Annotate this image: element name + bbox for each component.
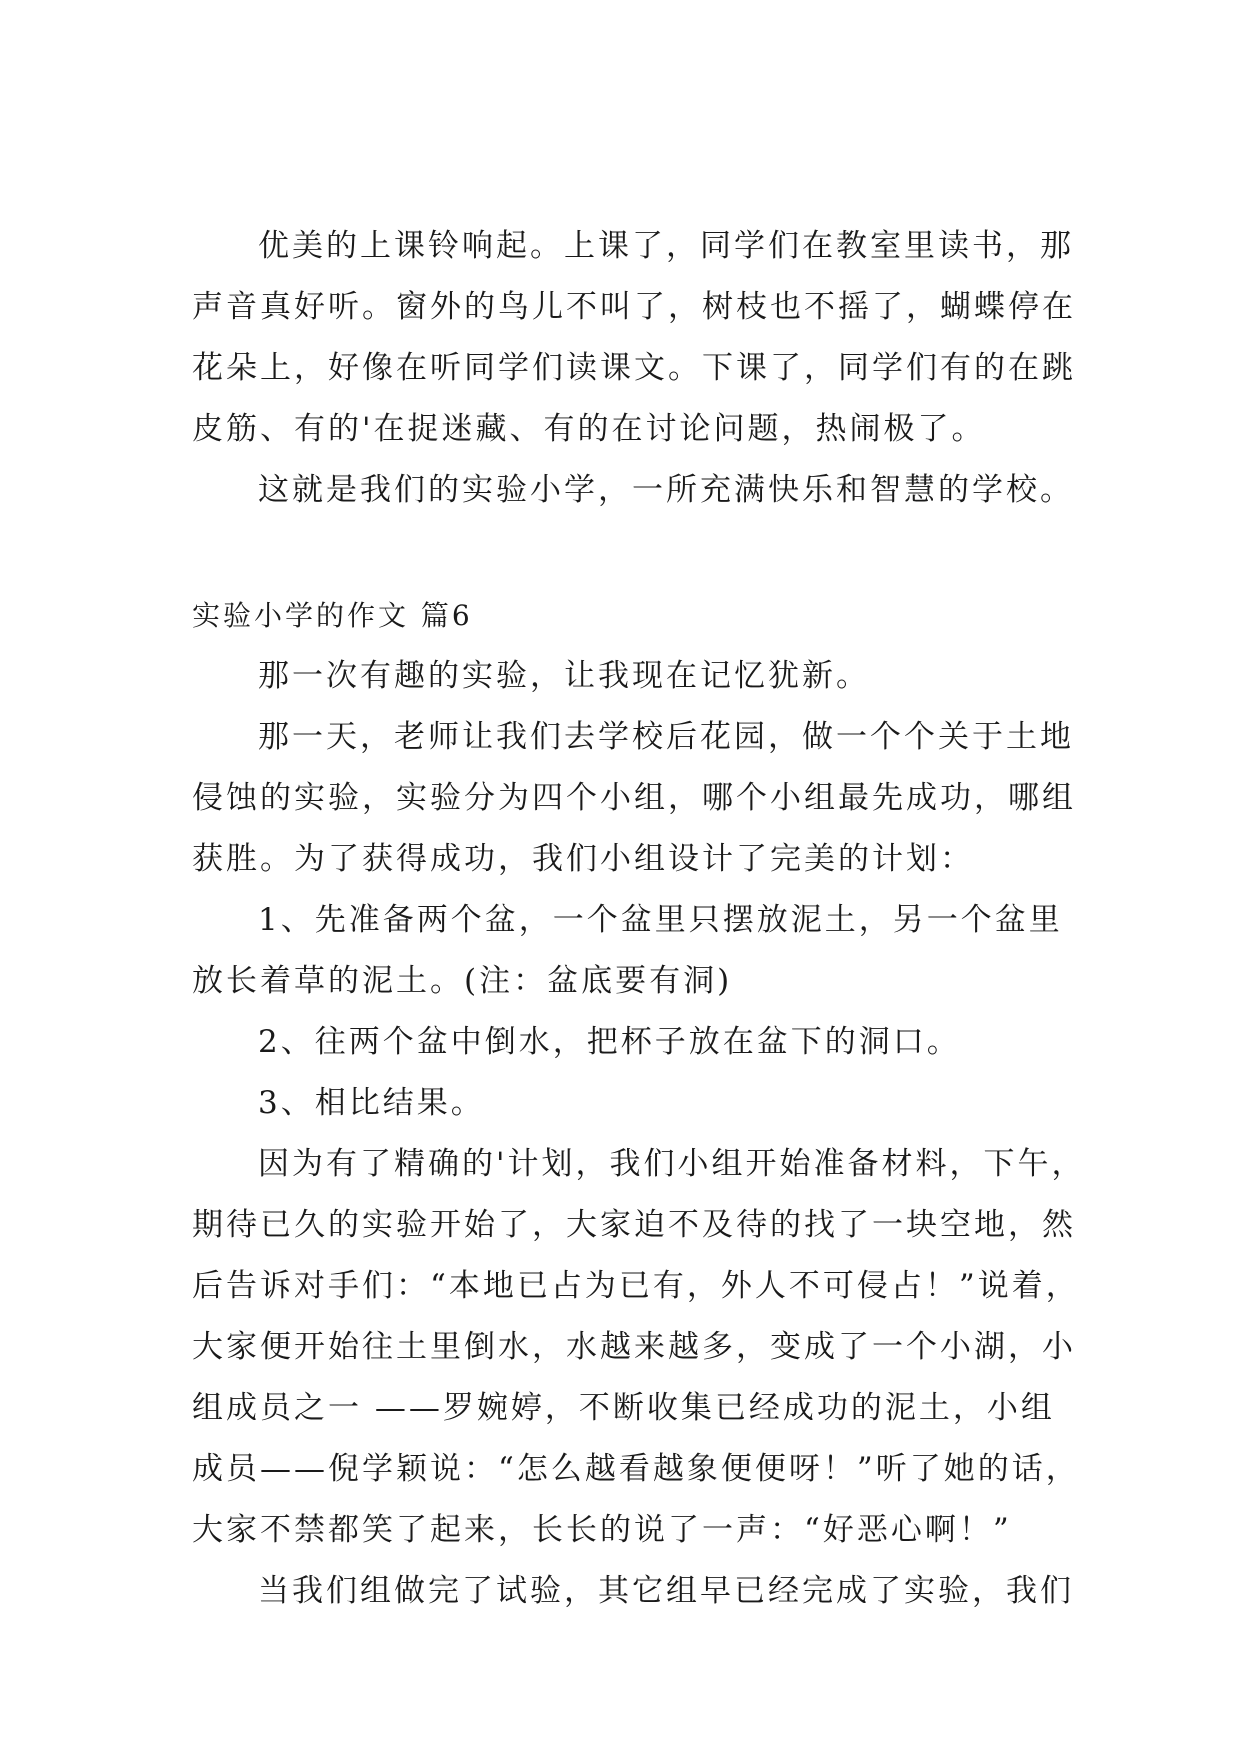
text-line: 组成员之一 ——罗婉婷，不断收集已经成功的泥土，小组 <box>192 1390 1055 1426</box>
text-line: 1、先准备两个盆，一个盆里只摆放泥土，另一个盆里 <box>258 902 1063 938</box>
text-line: 大家便开始往土里倒水，水越来越多，变成了一个小湖，小 <box>192 1329 1076 1365</box>
text-line: 放长着草的泥土。(注：盆底要有洞) <box>192 963 733 999</box>
document-page <box>192 216 1086 1622</box>
article-paragraph <box>192 707 1076 890</box>
text-line: 皮筋、有的'在捉迷藏、有的在讨论问题，热闹极了。 <box>192 411 986 447</box>
text-line: 那一次有趣的实验，让我现在记忆犹新。 <box>258 658 870 694</box>
text-line: 优美的上课铃响起。上课了，同学们在教室里读书，那 <box>258 228 1074 264</box>
article-paragraph <box>192 1134 1086 1561</box>
text-line: 成员——倪学颖说：“怎么越看越象便便呀！”听了她的话， <box>192 1451 1080 1487</box>
article-paragraph <box>192 1012 1052 1073</box>
article-paragraph <box>192 1073 1052 1134</box>
text-line: 花朵上，好像在听同学们读课文。下课了，同学们有的在跳 <box>192 350 1076 386</box>
intro-paragraph <box>192 216 1076 460</box>
text-line: 声音真好听。窗外的鸟儿不叫了，树枝也不摇了，蝴蝶停在 <box>192 289 1076 325</box>
text-line: 3、相比结果。 <box>258 1085 485 1121</box>
text-line: 后告诉对手们：“本地已占为已有，外人不可侵占！”说着， <box>192 1268 1080 1304</box>
text-line: 因为有了精确的'计划，我们小组开始准备材料，下午， <box>258 1146 1086 1182</box>
article-paragraph <box>192 890 1063 1012</box>
section-gap <box>192 521 1052 585</box>
text-line: 大家不禁都笑了起来，长长的说了一声：“好恶心啊！” <box>192 1512 1012 1548</box>
text-line: 2、往两个盆中倒水，把杯子放在盆下的洞口。 <box>258 1024 961 1060</box>
closing-paragraph <box>192 460 1074 521</box>
article-paragraph <box>192 646 1052 707</box>
section-title: 实验小学的作文 篇6 <box>192 599 473 632</box>
text-line: 当我们组做完了试验，其它组早已经完成了实验，我们 <box>258 1573 1074 1609</box>
text-line: 这就是我们的实验小学，一所充满快乐和智慧的学校。 <box>258 472 1074 508</box>
text-line: 期待已久的实验开始了，大家迫不及待的找了一块空地，然 <box>192 1207 1076 1243</box>
text-line: 获胜。为了获得成功，我们小组设计了完美的计划： <box>192 841 974 877</box>
article-paragraph <box>192 1561 1074 1622</box>
text-line: 侵蚀的实验，实验分为四个小组，哪个小组最先成功，哪组 <box>192 780 1076 816</box>
text-line: 那一天，老师让我们去学校后花园，做一个个关于土地 <box>258 719 1074 755</box>
